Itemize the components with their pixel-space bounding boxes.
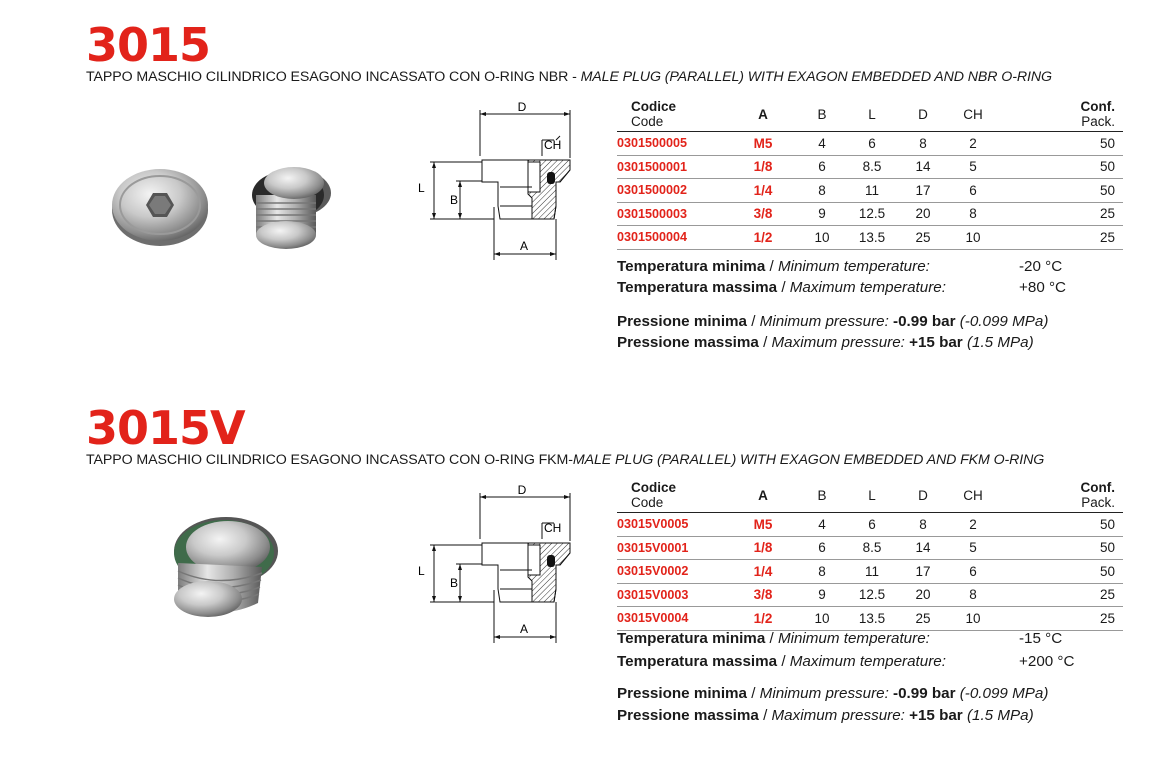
title-separator: -	[568, 69, 581, 85]
cell-pack: 50	[997, 513, 1123, 537]
pressure-max-line: Pressione massima / Maximum pressure: +15 bar (1.5 MPa)	[617, 334, 1034, 351]
table-row	[617, 560, 1123, 584]
cell-b: 10	[797, 226, 847, 250]
cell-code: 0301500002	[617, 179, 729, 203]
cell-b: 6	[797, 536, 847, 560]
cell-code: 03015V0004	[617, 607, 729, 631]
pressure-max-line: Pressione massima / Maximum pressure: +15 bar (1.5 MPa)	[617, 707, 1034, 724]
cell-pack: 25	[997, 583, 1123, 607]
product-code: 3015V	[86, 401, 245, 455]
header-d: D	[918, 487, 928, 503]
title-italian: TAPPO MASCHIO CILINDRICO ESAGONO INCASSATO CON O-RING FKM	[86, 452, 569, 468]
cell-pack: 50	[997, 560, 1123, 584]
cell-a: 1/2	[729, 226, 797, 250]
cell-b: 8	[797, 179, 847, 203]
header-ch: CH	[963, 487, 983, 503]
cell-b: 4	[797, 513, 847, 537]
cell-code: 0301500001	[617, 155, 729, 179]
cell-b: 4	[797, 132, 847, 156]
label-d: D	[517, 100, 527, 114]
label-ch: CH	[544, 138, 562, 152]
product-title	[86, 69, 1052, 85]
cell-b: 9	[797, 202, 847, 226]
temp-max-value: +80 °C	[1019, 279, 1067, 296]
cell-a: 1/2	[729, 607, 797, 631]
cell-ch: 6	[949, 179, 997, 203]
cell-ch: 6	[949, 560, 997, 584]
product-section-3015V	[0, 383, 1158, 766]
cell-l: 13.5	[847, 607, 897, 631]
cell-code: 03015V0003	[617, 583, 729, 607]
header-a: A	[758, 487, 768, 503]
cell-l: 6	[847, 513, 897, 537]
header-a: A	[758, 106, 768, 122]
product-photo-front	[105, 160, 215, 250]
table-row	[617, 132, 1123, 156]
header-b: B	[817, 106, 827, 122]
header-code: Codice Code	[631, 480, 677, 510]
cell-l: 11	[847, 560, 897, 584]
technical-drawing	[410, 98, 600, 268]
cell-a: M5	[729, 132, 797, 156]
pressure-min-value: -0.99 bar	[893, 313, 956, 330]
cell-d: 17	[897, 179, 949, 203]
title-english: MALE PLUG (PARALLEL) WITH EXAGON EMBEDDED AND FKM O-RING	[572, 452, 1045, 468]
temp-min-line: Temperatura minima / Minimum temperature: -20 °C	[617, 258, 1063, 275]
cell-pack: 50	[997, 536, 1123, 560]
title-english: MALE PLUG (PARALLEL) WITH EXAGON EMBEDDED AND NBR O-RING	[580, 69, 1052, 85]
spec-table	[617, 478, 1123, 631]
table-row	[617, 179, 1123, 203]
header-code: Codice Code	[631, 99, 677, 129]
cell-d: 14	[897, 155, 949, 179]
temp-max-line: Temperatura massima / Maximum temperature: +200 °C	[617, 653, 1075, 670]
cell-code: 03015V0001	[617, 536, 729, 560]
header-pack: Conf. Pack.	[1080, 480, 1115, 510]
header-b: B	[817, 487, 827, 503]
cell-l: 6	[847, 132, 897, 156]
table-row	[617, 155, 1123, 179]
cell-ch: 2	[949, 513, 997, 537]
temp-min-value: -15 °C	[1019, 630, 1063, 647]
product-title	[86, 452, 1044, 468]
cell-pack: 50	[997, 179, 1123, 203]
cell-b: 10	[797, 607, 847, 631]
cell-ch: 8	[949, 202, 997, 226]
cell-ch: 10	[949, 226, 997, 250]
header-ch: CH	[963, 106, 983, 122]
cell-ch: 8	[949, 583, 997, 607]
cell-ch: 5	[949, 536, 997, 560]
cell-a: 3/8	[729, 202, 797, 226]
cell-pack: 25	[997, 607, 1123, 631]
pressure-max-value: +15 bar	[909, 334, 963, 351]
product-code: 3015	[86, 18, 211, 72]
cell-b: 6	[797, 155, 847, 179]
table-row	[617, 513, 1123, 537]
label-b: B	[450, 576, 459, 590]
cell-d: 25	[897, 226, 949, 250]
cell-code: 0301500003	[617, 202, 729, 226]
cell-code: 0301500005	[617, 132, 729, 156]
technical-drawing	[410, 481, 600, 651]
label-a: A	[519, 239, 529, 253]
header-pack: Conf. Pack.	[1080, 99, 1115, 129]
cell-ch: 5	[949, 155, 997, 179]
temp-max-value: +200 °C	[1019, 653, 1075, 670]
cell-pack: 50	[997, 132, 1123, 156]
cell-d: 20	[897, 202, 949, 226]
pressure-min-line: Pressione minima / Minimum pressure: -0.99 bar (-0.099 MPa)	[617, 685, 1049, 702]
table-header-row	[617, 478, 1123, 513]
label-b: B	[450, 193, 459, 207]
cell-d: 8	[897, 132, 949, 156]
cell-l: 12.5	[847, 202, 897, 226]
cell-l: 11	[847, 179, 897, 203]
table-row	[617, 226, 1123, 250]
title-italian: TAPPO MASCHIO CILINDRICO ESAGONO INCASSATO CON O-RING NBR	[86, 69, 569, 85]
cell-a: 1/8	[729, 155, 797, 179]
cell-d: 20	[897, 583, 949, 607]
cell-d: 25	[897, 607, 949, 631]
cell-a: 1/8	[729, 536, 797, 560]
cell-a: 1/4	[729, 560, 797, 584]
product-photo-side	[238, 155, 338, 255]
cell-code: 03015V0005	[617, 513, 729, 537]
label-a: A	[519, 622, 529, 636]
cell-d: 17	[897, 560, 949, 584]
cell-ch: 2	[949, 132, 997, 156]
title-separator: -	[568, 452, 573, 468]
cell-l: 12.5	[847, 583, 897, 607]
cell-pack: 25	[997, 226, 1123, 250]
label-ch: CH	[544, 521, 562, 535]
cell-b: 9	[797, 583, 847, 607]
cell-a: M5	[729, 513, 797, 537]
cell-pack: 50	[997, 155, 1123, 179]
cell-l: 13.5	[847, 226, 897, 250]
table-row	[617, 536, 1123, 560]
pressure-min-line: Pressione minima / Minimum pressure: -0.99 bar (-0.099 MPa)	[617, 313, 1049, 330]
product-photo	[158, 503, 288, 633]
cell-l: 8.5	[847, 536, 897, 560]
cell-a: 1/4	[729, 179, 797, 203]
cell-code: 0301500004	[617, 226, 729, 250]
table-row	[617, 202, 1123, 226]
temp-max-line: Temperatura massima / Maximum temperature: +80 °C	[617, 279, 1067, 296]
temp-min-value: -20 °C	[1019, 258, 1063, 275]
header-l: L	[868, 487, 876, 503]
header-d: D	[918, 106, 928, 122]
cell-pack: 25	[997, 202, 1123, 226]
header-l: L	[868, 106, 876, 122]
cell-d: 8	[897, 513, 949, 537]
cell-code: 03015V0002	[617, 560, 729, 584]
cell-a: 3/8	[729, 583, 797, 607]
pressure-min-value: -0.99 bar	[893, 685, 956, 702]
label-d: D	[517, 483, 527, 497]
pressure-max-value: +15 bar	[909, 707, 963, 724]
label-l: L	[418, 564, 425, 578]
cell-ch: 10	[949, 607, 997, 631]
temp-min-line: Temperatura minima / Minimum temperature: -15 °C	[617, 630, 1063, 647]
table-row	[617, 583, 1123, 607]
table-header-row	[617, 97, 1123, 132]
spec-table	[617, 97, 1123, 250]
cell-b: 8	[797, 560, 847, 584]
label-l: L	[418, 181, 425, 195]
table-row	[617, 607, 1123, 631]
cell-l: 8.5	[847, 155, 897, 179]
cell-d: 14	[897, 536, 949, 560]
